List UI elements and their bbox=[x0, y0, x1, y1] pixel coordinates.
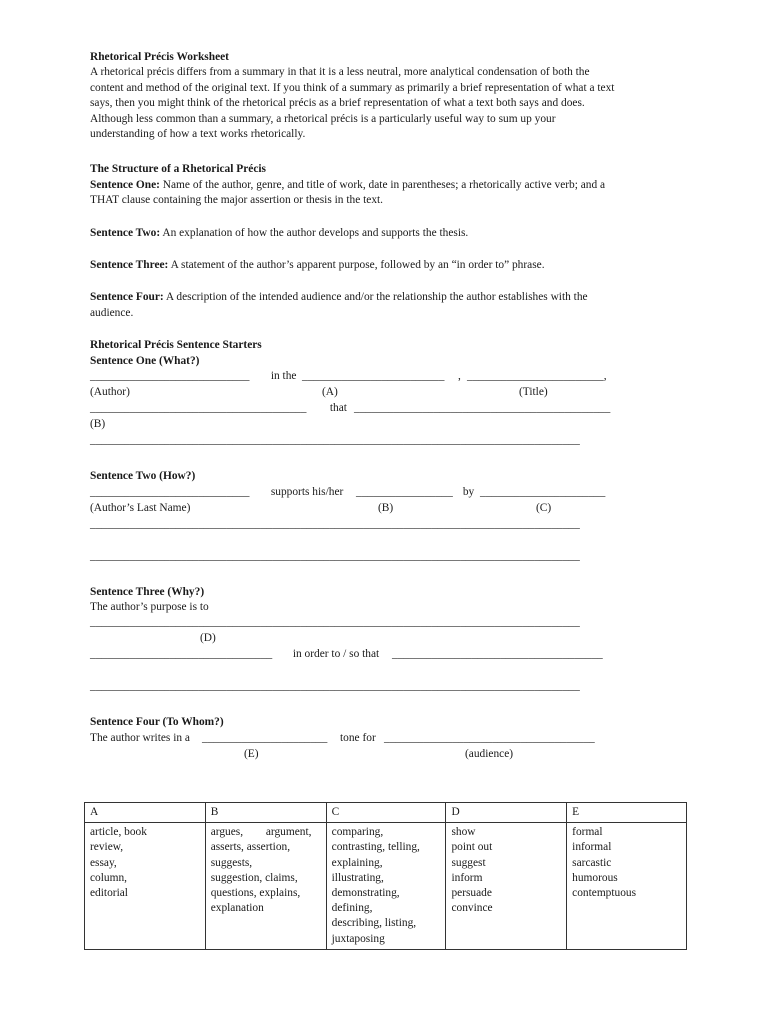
thesis-blank[interactable]: _____________________________________________ bbox=[354, 402, 611, 415]
list-item: review, bbox=[90, 841, 124, 854]
b-label: (B) bbox=[90, 418, 106, 431]
sentence-two-text: An explanation of how the author develops and supports the thesis. bbox=[160, 226, 469, 239]
list-item: defining, bbox=[331, 902, 373, 915]
sentence-one-label-row-1 bbox=[90, 385, 680, 401]
comma-text: , bbox=[458, 370, 464, 383]
sentence-four-heading: Sentence Four (To Whom?) bbox=[90, 716, 224, 729]
purpose-text: The author’s purpose is to bbox=[90, 600, 209, 613]
worksheet-title: Rhetorical Précis Worksheet bbox=[90, 51, 229, 63]
intro-line-4: Although less common than a summary, a rhetorical précis is a particularly useful way to sum up your bbox=[90, 112, 556, 125]
table-header-d: D bbox=[446, 803, 567, 823]
structure-sentence-three bbox=[90, 258, 680, 273]
list-item: convince bbox=[451, 902, 493, 915]
last-name-blank[interactable]: ____________________________ bbox=[90, 485, 250, 498]
list-item: questions, explains, bbox=[210, 887, 301, 900]
sentence-four-label-row bbox=[90, 747, 680, 763]
sentence-three-blank-row-3 bbox=[90, 679, 680, 695]
structure-title: The Structure of a Rhetorical Précis bbox=[90, 163, 266, 176]
sentence-four-label: Sentence Four: bbox=[90, 291, 164, 304]
title-blank[interactable]: ________________________, bbox=[467, 370, 607, 383]
genre-blank[interactable]: _________________________ bbox=[302, 370, 445, 383]
list-item: article, book bbox=[90, 826, 147, 839]
list-item: asserts, assertion, bbox=[210, 841, 291, 854]
list-item: informal bbox=[572, 841, 612, 854]
audience-label: (audience) bbox=[465, 747, 514, 760]
d-label: (D) bbox=[200, 632, 216, 645]
outcome-blank-cont[interactable]: ______________________________________________________________________________________ bbox=[90, 680, 580, 693]
details-blank[interactable]: ______________________ bbox=[480, 485, 606, 498]
list-item: comparing, bbox=[331, 826, 384, 839]
sentence-two-blank-row-2 bbox=[90, 517, 680, 533]
last-name-label: (Author’s Last Name) bbox=[90, 501, 191, 514]
starters-title: Rhetorical Précis Sentence Starters bbox=[90, 339, 262, 352]
sentence-three-text: A statement of the author’s apparent purpose, followed by an “in order to” phrase. bbox=[168, 259, 545, 272]
list-item: juxtaposing bbox=[331, 932, 385, 945]
in-order-text: in order to / so that bbox=[290, 648, 383, 661]
audience-blank[interactable]: _____________________________________ bbox=[384, 731, 595, 744]
word-choice-table bbox=[84, 802, 687, 950]
list-item: sarcastic bbox=[572, 856, 612, 869]
sentence-one-blank-row-3 bbox=[90, 433, 680, 449]
table-header-c: C bbox=[326, 803, 446, 823]
sentence-two-blank-row-1 bbox=[90, 485, 680, 501]
list-item: essay, bbox=[90, 856, 117, 869]
tone-for-text: tone for bbox=[340, 731, 379, 744]
sentence-one-blank-row-2 bbox=[90, 401, 680, 417]
sentence-two-heading: Sentence Two (How?) bbox=[90, 470, 196, 483]
e-label: (E) bbox=[244, 747, 259, 760]
structure-sentence-two bbox=[90, 226, 680, 241]
c-label: (C) bbox=[536, 501, 552, 514]
list-item: contemptuous bbox=[572, 887, 637, 900]
that-text: that bbox=[327, 402, 350, 415]
details-blank-cont-1[interactable]: ______________________________________________________________________________________ bbox=[90, 517, 580, 530]
intro-line-2: content and method of the original text. If you think of a summary as primarily a brief representation of what a text bbox=[90, 81, 615, 94]
table-header-a: A bbox=[85, 803, 206, 823]
sentence-three-blank-row-1 bbox=[90, 615, 680, 631]
by-text: by bbox=[460, 485, 478, 498]
sentence-two-label-row bbox=[90, 501, 680, 517]
sentence-one-heading: Sentence One (What?) bbox=[90, 354, 200, 367]
table-cell-d bbox=[446, 823, 567, 950]
list-item: suggestion, claims, bbox=[210, 871, 298, 884]
sentence-one-label-row-2 bbox=[90, 417, 680, 433]
list-item: explaining, bbox=[331, 856, 383, 869]
title-label: (Title) bbox=[519, 386, 548, 399]
list-item: illustrating, bbox=[331, 871, 384, 884]
list-item: contrasting, telling, bbox=[331, 841, 420, 854]
sentence-one-text: Name of the author, genre, and title of work, date in parentheses; a rhetorically active verb; and a bbox=[159, 178, 606, 191]
sentence-three-blank-row-2 bbox=[90, 647, 680, 663]
list-item: show bbox=[451, 826, 476, 839]
structure-sentence-one bbox=[90, 178, 680, 193]
list-item: humorous bbox=[572, 871, 618, 884]
outcome-blank[interactable]: _____________________________________ bbox=[392, 648, 603, 661]
author-blank[interactable]: ____________________________ bbox=[90, 370, 250, 383]
structure-sentence-four bbox=[90, 290, 680, 305]
list-item: demonstrating, bbox=[331, 887, 400, 900]
purpose-blank[interactable]: ______________________________________________________________________________________ bbox=[90, 616, 580, 629]
table-cell-e bbox=[567, 823, 687, 950]
thesis-blank-cont[interactable]: ______________________________________________________________________________________ bbox=[90, 434, 580, 447]
details-blank-cont-2[interactable]: ______________________________________________________________________________________ bbox=[90, 549, 580, 562]
sentence-one-text-cont: THAT clause containing the major assertion or thesis in the text. bbox=[90, 194, 384, 207]
intro-line-3: says, then you might think of the rhetorical précis as a brief representation of what a text both says and does. bbox=[90, 97, 585, 110]
sentence-four-text: A description of the intended audience and/or the relationship the author establishes with the bbox=[163, 291, 588, 304]
list-item: point out bbox=[451, 841, 493, 854]
table-cell-b bbox=[205, 823, 326, 950]
sentence-four-text-cont: audience. bbox=[90, 306, 134, 319]
sentence-two-blank-row-3 bbox=[90, 549, 680, 565]
table-cell-a bbox=[85, 823, 206, 950]
sentence-one-label: Sentence One: bbox=[90, 178, 160, 191]
list-item: editorial bbox=[90, 887, 128, 900]
intro-line-1: A rhetorical précis differs from a summary in that it is a less neutral, more analytical condensation of both the bbox=[90, 66, 590, 79]
in-the-text: in the bbox=[268, 370, 300, 383]
method-blank[interactable]: _________________ bbox=[356, 485, 453, 498]
table-header-e: E bbox=[567, 803, 687, 823]
b-label-2: (B) bbox=[378, 501, 394, 514]
author-label: (Author) bbox=[90, 386, 130, 399]
table-header-row bbox=[85, 803, 687, 823]
sentence-four-blank-row bbox=[90, 731, 680, 747]
list-item: column, bbox=[90, 871, 128, 884]
list-item: explanation bbox=[210, 902, 264, 915]
table-row bbox=[85, 823, 687, 950]
table-header-b: B bbox=[205, 803, 326, 823]
worksheet-page bbox=[90, 50, 680, 763]
sentence-one-blank-row-1 bbox=[90, 369, 680, 385]
purpose-blank-2[interactable]: ________________________________ bbox=[90, 648, 273, 661]
list-item: describing, listing, bbox=[331, 917, 417, 930]
sentence-three-label-row bbox=[90, 631, 680, 647]
list-item: persuade bbox=[451, 887, 492, 900]
sentence-three-heading: Sentence Three (Why?) bbox=[90, 585, 205, 598]
table-cell-c bbox=[326, 823, 446, 950]
list-item: formal bbox=[572, 826, 603, 839]
tone-blank[interactable]: ______________________ bbox=[202, 731, 328, 744]
list-item: suggest bbox=[451, 856, 486, 869]
list-item: argues, argument, bbox=[210, 826, 312, 839]
verb-blank[interactable]: ______________________________________ bbox=[90, 402, 307, 415]
a-label: (A) bbox=[322, 386, 338, 399]
writes-text: The author writes in a bbox=[90, 731, 193, 744]
sentence-two-label: Sentence Two: bbox=[90, 226, 161, 239]
intro-line-5: understanding of how a text works rhetorically. bbox=[90, 128, 306, 141]
supports-text: supports his/her bbox=[268, 485, 347, 498]
sentence-three-label: Sentence Three: bbox=[90, 259, 169, 272]
list-item: inform bbox=[451, 871, 483, 884]
list-item: suggests, bbox=[210, 856, 253, 869]
